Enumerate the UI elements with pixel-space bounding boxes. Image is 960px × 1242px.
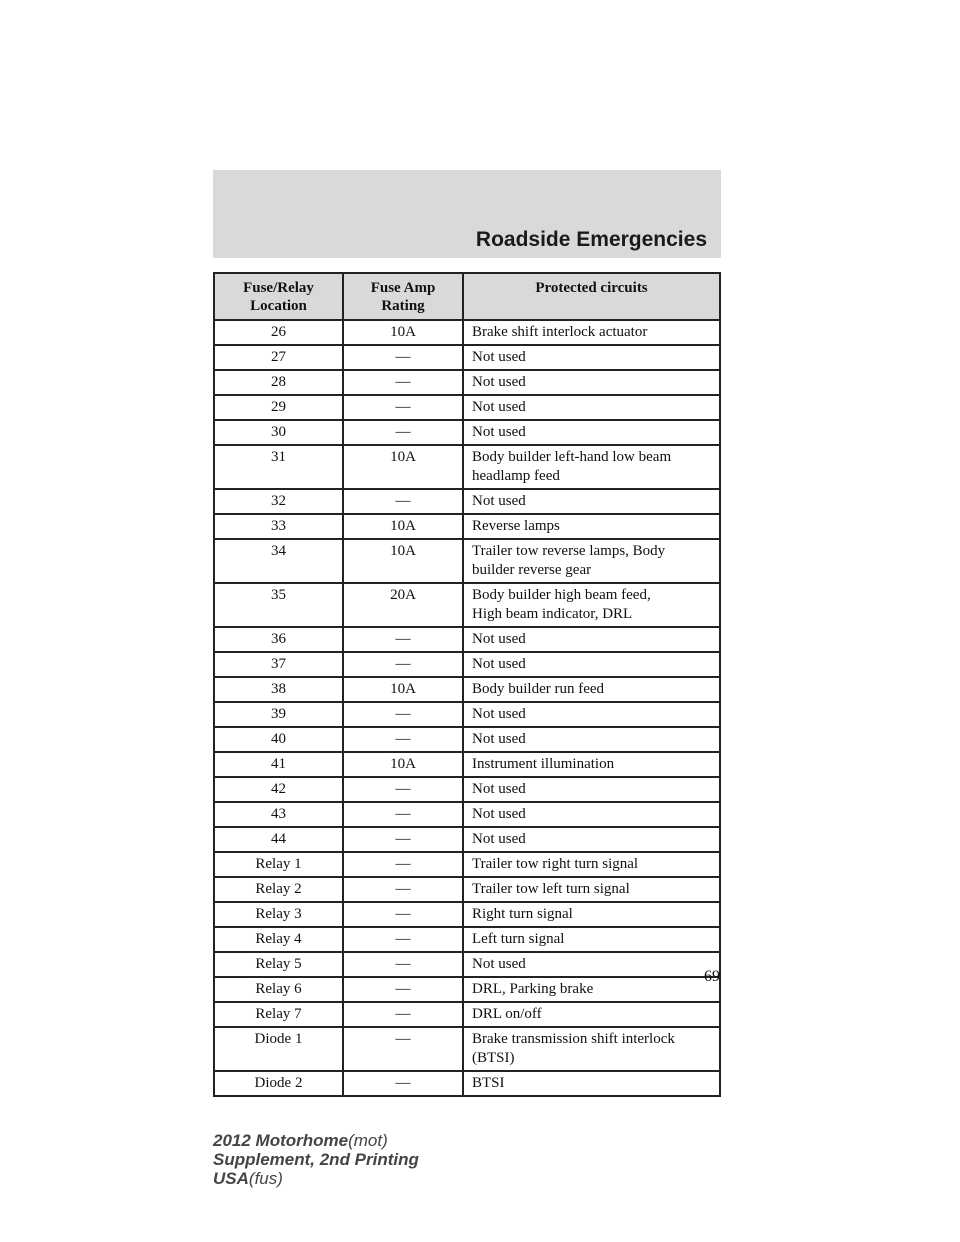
cell-location: 26 [214,320,343,345]
cell-location: 39 [214,702,343,727]
table-row [214,489,720,514]
footer-line-2: Supplement, 2nd Printing [213,1150,419,1169]
cell-location: 36 [214,627,343,652]
cell-amp-rating: — [343,420,463,445]
column-header-amp-line: Rating [381,298,425,314]
footer-market: USA [213,1169,249,1188]
table-row [214,539,720,583]
table-row [214,345,720,370]
cell-protected-circuits [463,514,720,539]
cell-amp-rating: — [343,489,463,514]
cell-amp-rating: — [343,877,463,902]
cell-amp-rating: — [343,370,463,395]
cell-protected-circuits [463,420,720,445]
cell-protected-circuits [463,539,720,583]
cell-amp-rating: — [343,627,463,652]
cell-protected-circuits [463,927,720,952]
cell-location: Relay 7 [214,1002,343,1027]
circuit-line: Not used [472,493,526,509]
cell-protected-circuits [463,702,720,727]
cell-location: 42 [214,777,343,802]
cell-protected-circuits [463,777,720,802]
cell-protected-circuits [463,977,720,1002]
circuit-line: Reverse lamps [472,518,560,534]
column-header-location-line: Fuse/Relay [243,280,314,296]
circuit-line: Not used [472,631,526,647]
table-row [214,395,720,420]
table-row [214,627,720,652]
table-row [214,1002,720,1027]
page-number: 69 [704,968,720,985]
table-row [214,977,720,1002]
cell-protected-circuits [463,752,720,777]
circuit-line: Not used [472,956,526,972]
circuit-line: Not used [472,806,526,822]
circuit-line: DRL, Parking brake [472,981,594,997]
table-row [214,752,720,777]
circuit-line: Trailer tow reverse lamps, Body [472,543,666,559]
circuit-line: headlamp feed [472,468,560,484]
table-row [214,802,720,827]
circuit-line: Body builder high beam feed, [472,587,651,603]
circuit-line: Brake shift interlock actuator [472,324,648,340]
cell-amp-rating: 10A [343,677,463,702]
cell-protected-circuits [463,489,720,514]
cell-protected-circuits [463,1002,720,1027]
cell-protected-circuits [463,583,720,627]
cell-protected-circuits [463,827,720,852]
document-footer [213,1131,419,1188]
cell-location: Relay 4 [214,927,343,952]
cell-protected-circuits [463,627,720,652]
cell-amp-rating: 10A [343,752,463,777]
cell-amp-rating: — [343,977,463,1002]
cell-protected-circuits [463,902,720,927]
cell-location: Relay 6 [214,977,343,1002]
cell-location: 40 [214,727,343,752]
cell-protected-circuits [463,877,720,902]
cell-protected-circuits [463,652,720,677]
table-row [214,1027,720,1071]
section-title: Roadside Emergencies [475,228,707,251]
circuit-line: builder reverse gear [472,562,592,578]
cell-amp-rating: — [343,727,463,752]
cell-amp-rating: — [343,652,463,677]
cell-amp-rating: — [343,777,463,802]
cell-amp-rating: — [343,1027,463,1071]
cell-location: 31 [214,445,343,489]
footer-market-code: (fus) [248,1169,283,1188]
cell-amp-rating: — [343,902,463,927]
cell-location: 29 [214,395,343,420]
circuit-line: Right turn signal [472,906,573,922]
cell-location: 38 [214,677,343,702]
footer-line-3 [213,1169,419,1188]
cell-amp-rating: 10A [343,445,463,489]
circuit-line: High beam indicator, DRL [472,606,633,622]
cell-location: 30 [214,420,343,445]
cell-location: 44 [214,827,343,852]
cell-location: 33 [214,514,343,539]
table-row [214,652,720,677]
table-row [214,927,720,952]
footer-line-1 [213,1131,419,1150]
circuit-line: Not used [472,731,526,747]
table-row [214,902,720,927]
cell-amp-rating: — [343,852,463,877]
table-row [214,583,720,627]
cell-location: 43 [214,802,343,827]
circuit-line: Body builder left-hand low beam [472,449,672,465]
cell-location: 27 [214,345,343,370]
circuit-line: Not used [472,831,526,847]
table-row [214,852,720,877]
cell-amp-rating: — [343,827,463,852]
cell-amp-rating: — [343,927,463,952]
fuse-table [213,272,721,1097]
cell-location: Relay 2 [214,877,343,902]
fuse-table-body [214,320,720,1096]
cell-protected-circuits [463,395,720,420]
cell-location: 34 [214,539,343,583]
table-row [214,952,720,977]
circuit-line: BTSI [472,1075,505,1091]
table-row [214,514,720,539]
footer-model: 2012 Motorhome [213,1131,349,1150]
footer-model-code: (mot) [348,1131,388,1150]
table-row [214,1071,720,1096]
circuit-line: Brake transmission shift interlock [472,1031,675,1047]
cell-amp-rating: 10A [343,320,463,345]
circuit-line: Not used [472,656,526,672]
column-header-amp-rating [343,273,463,320]
cell-location: Diode 2 [214,1071,343,1096]
circuit-line: Instrument illumination [472,756,615,772]
circuit-line: Not used [472,424,526,440]
cell-protected-circuits [463,852,720,877]
cell-amp-rating: — [343,345,463,370]
cell-amp-rating: — [343,1071,463,1096]
table-row [214,727,720,752]
circuit-line: Not used [472,374,526,390]
cell-amp-rating: 10A [343,539,463,583]
cell-protected-circuits [463,1027,720,1071]
circuit-line: Not used [472,781,526,797]
cell-protected-circuits [463,802,720,827]
cell-amp-rating: — [343,1002,463,1027]
column-header-amp-line: Fuse Amp [370,280,436,296]
column-header-protected-circuits: Protected circuits [463,273,720,320]
table-row [214,320,720,345]
circuit-line: Trailer tow right turn signal [472,856,639,872]
cell-protected-circuits [463,370,720,395]
table-row [214,420,720,445]
table-row [214,827,720,852]
cell-location: 37 [214,652,343,677]
circuit-line: Not used [472,706,526,722]
circuit-line: DRL on/off [472,1006,542,1022]
circuit-line: Body builder run feed [472,681,605,697]
column-header-location-line: Location [250,298,307,314]
table-row [214,445,720,489]
cell-location: Diode 1 [214,1027,343,1071]
header-band [213,170,721,258]
cell-location: 35 [214,583,343,627]
table-row [214,677,720,702]
cell-location: Relay 5 [214,952,343,977]
cell-protected-circuits [463,952,720,977]
cell-protected-circuits [463,1071,720,1096]
cell-protected-circuits [463,345,720,370]
cell-amp-rating: 20A [343,583,463,627]
circuit-line: Not used [472,349,526,365]
table-row [214,877,720,902]
circuit-line: (BTSI) [472,1050,515,1066]
cell-amp-rating: — [343,395,463,420]
cell-amp-rating: 10A [343,514,463,539]
cell-location: 28 [214,370,343,395]
column-header-location [214,273,343,320]
table-row [214,370,720,395]
cell-protected-circuits [463,320,720,345]
cell-location: Relay 1 [214,852,343,877]
cell-protected-circuits [463,677,720,702]
cell-location: Relay 3 [214,902,343,927]
cell-protected-circuits [463,727,720,752]
cell-protected-circuits [463,445,720,489]
table-row [214,702,720,727]
cell-amp-rating: — [343,702,463,727]
cell-location: 41 [214,752,343,777]
circuit-line: Not used [472,399,526,415]
table-row [214,777,720,802]
cell-amp-rating: — [343,952,463,977]
circuit-line: Trailer tow left turn signal [472,881,630,897]
cell-amp-rating: — [343,802,463,827]
table-header-row [214,273,720,320]
cell-location: 32 [214,489,343,514]
circuit-line: Left turn signal [472,931,565,947]
